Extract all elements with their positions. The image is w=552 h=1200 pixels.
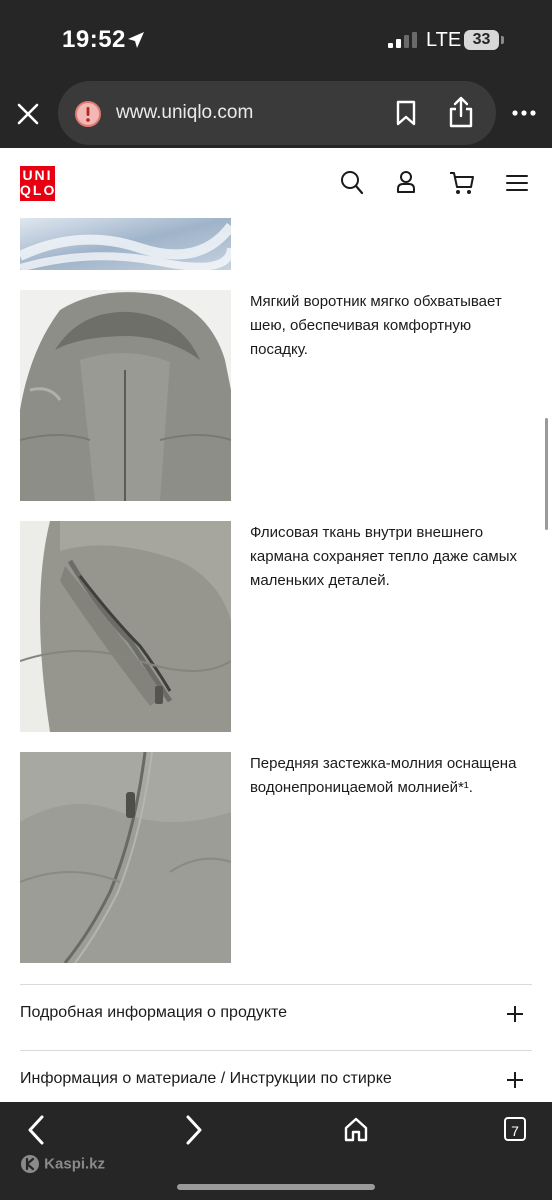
location-arrow-icon: [126, 30, 146, 50]
home-indicator[interactable]: [177, 1184, 375, 1190]
battery-indicator: 33: [464, 30, 499, 50]
account-icon[interactable]: [396, 170, 416, 194]
plus-icon[interactable]: [506, 1005, 524, 1023]
status-bar: [0, 0, 552, 80]
scrollbar[interactable]: [545, 418, 548, 530]
bookmark-icon[interactable]: [395, 100, 417, 126]
close-icon[interactable]: [14, 100, 42, 128]
plus-icon[interactable]: [506, 1071, 524, 1089]
feature-description: Флисовая ткань внутри внешнего кармана сохраняет тепло даже самых маленьких деталей.: [250, 524, 518, 589]
network-type: LTE: [426, 29, 462, 51]
accordion-label[interactable]: Информация о материале / Инструкции по стирке: [20, 1070, 392, 1087]
feature-photo-previous: [20, 218, 231, 270]
back-icon[interactable]: [26, 1114, 46, 1146]
signal-icon: [388, 32, 418, 48]
menu-icon[interactable]: [506, 174, 528, 192]
accordion-product-details[interactable]: [20, 996, 532, 1036]
status-time: 19:52: [62, 26, 126, 53]
logo-line-top: UNI: [22, 167, 53, 183]
accordion-label[interactable]: Подробная информация о продукте: [20, 1004, 288, 1021]
tabs-button[interactable]: 7: [504, 1117, 526, 1141]
share-icon[interactable]: [447, 95, 475, 129]
logo-line-bottom: QLO: [20, 182, 57, 198]
more-icon[interactable]: [512, 110, 536, 116]
feature-description: Мягкий воротник мягко обхватывает шею, обеспечивая комфортную посадку.: [250, 293, 502, 358]
home-icon[interactable]: [343, 1116, 369, 1142]
divider: [20, 1050, 532, 1051]
kaspi-watermark: [20, 1154, 105, 1174]
browser-bottom-bar: [0, 1102, 552, 1200]
site-header: [0, 148, 552, 218]
hood-collar-photo: [20, 290, 231, 501]
warning-icon[interactable]: [74, 100, 102, 128]
pocket-photo: [20, 521, 231, 732]
search-icon[interactable]: [340, 170, 364, 196]
battery-tip: [501, 36, 504, 44]
url-text[interactable]: www.uniqlo.com: [116, 102, 254, 123]
browser-toolbar: [0, 80, 552, 148]
divider: [20, 984, 532, 985]
zipper-photo: [20, 752, 231, 963]
uniqlo-logo[interactable]: [20, 166, 55, 201]
address-bar[interactable]: [58, 81, 496, 145]
cart-icon[interactable]: [449, 170, 475, 196]
kaspi-logo-icon: [20, 1154, 40, 1174]
accordion-material-care[interactable]: [20, 1062, 532, 1102]
feature-description: Передняя застежка-молния оснащена водонепроницаемой молнией*¹.: [250, 755, 517, 796]
watermark-text: Kaspi.kz: [44, 1155, 106, 1173]
forward-icon[interactable]: [184, 1114, 204, 1146]
